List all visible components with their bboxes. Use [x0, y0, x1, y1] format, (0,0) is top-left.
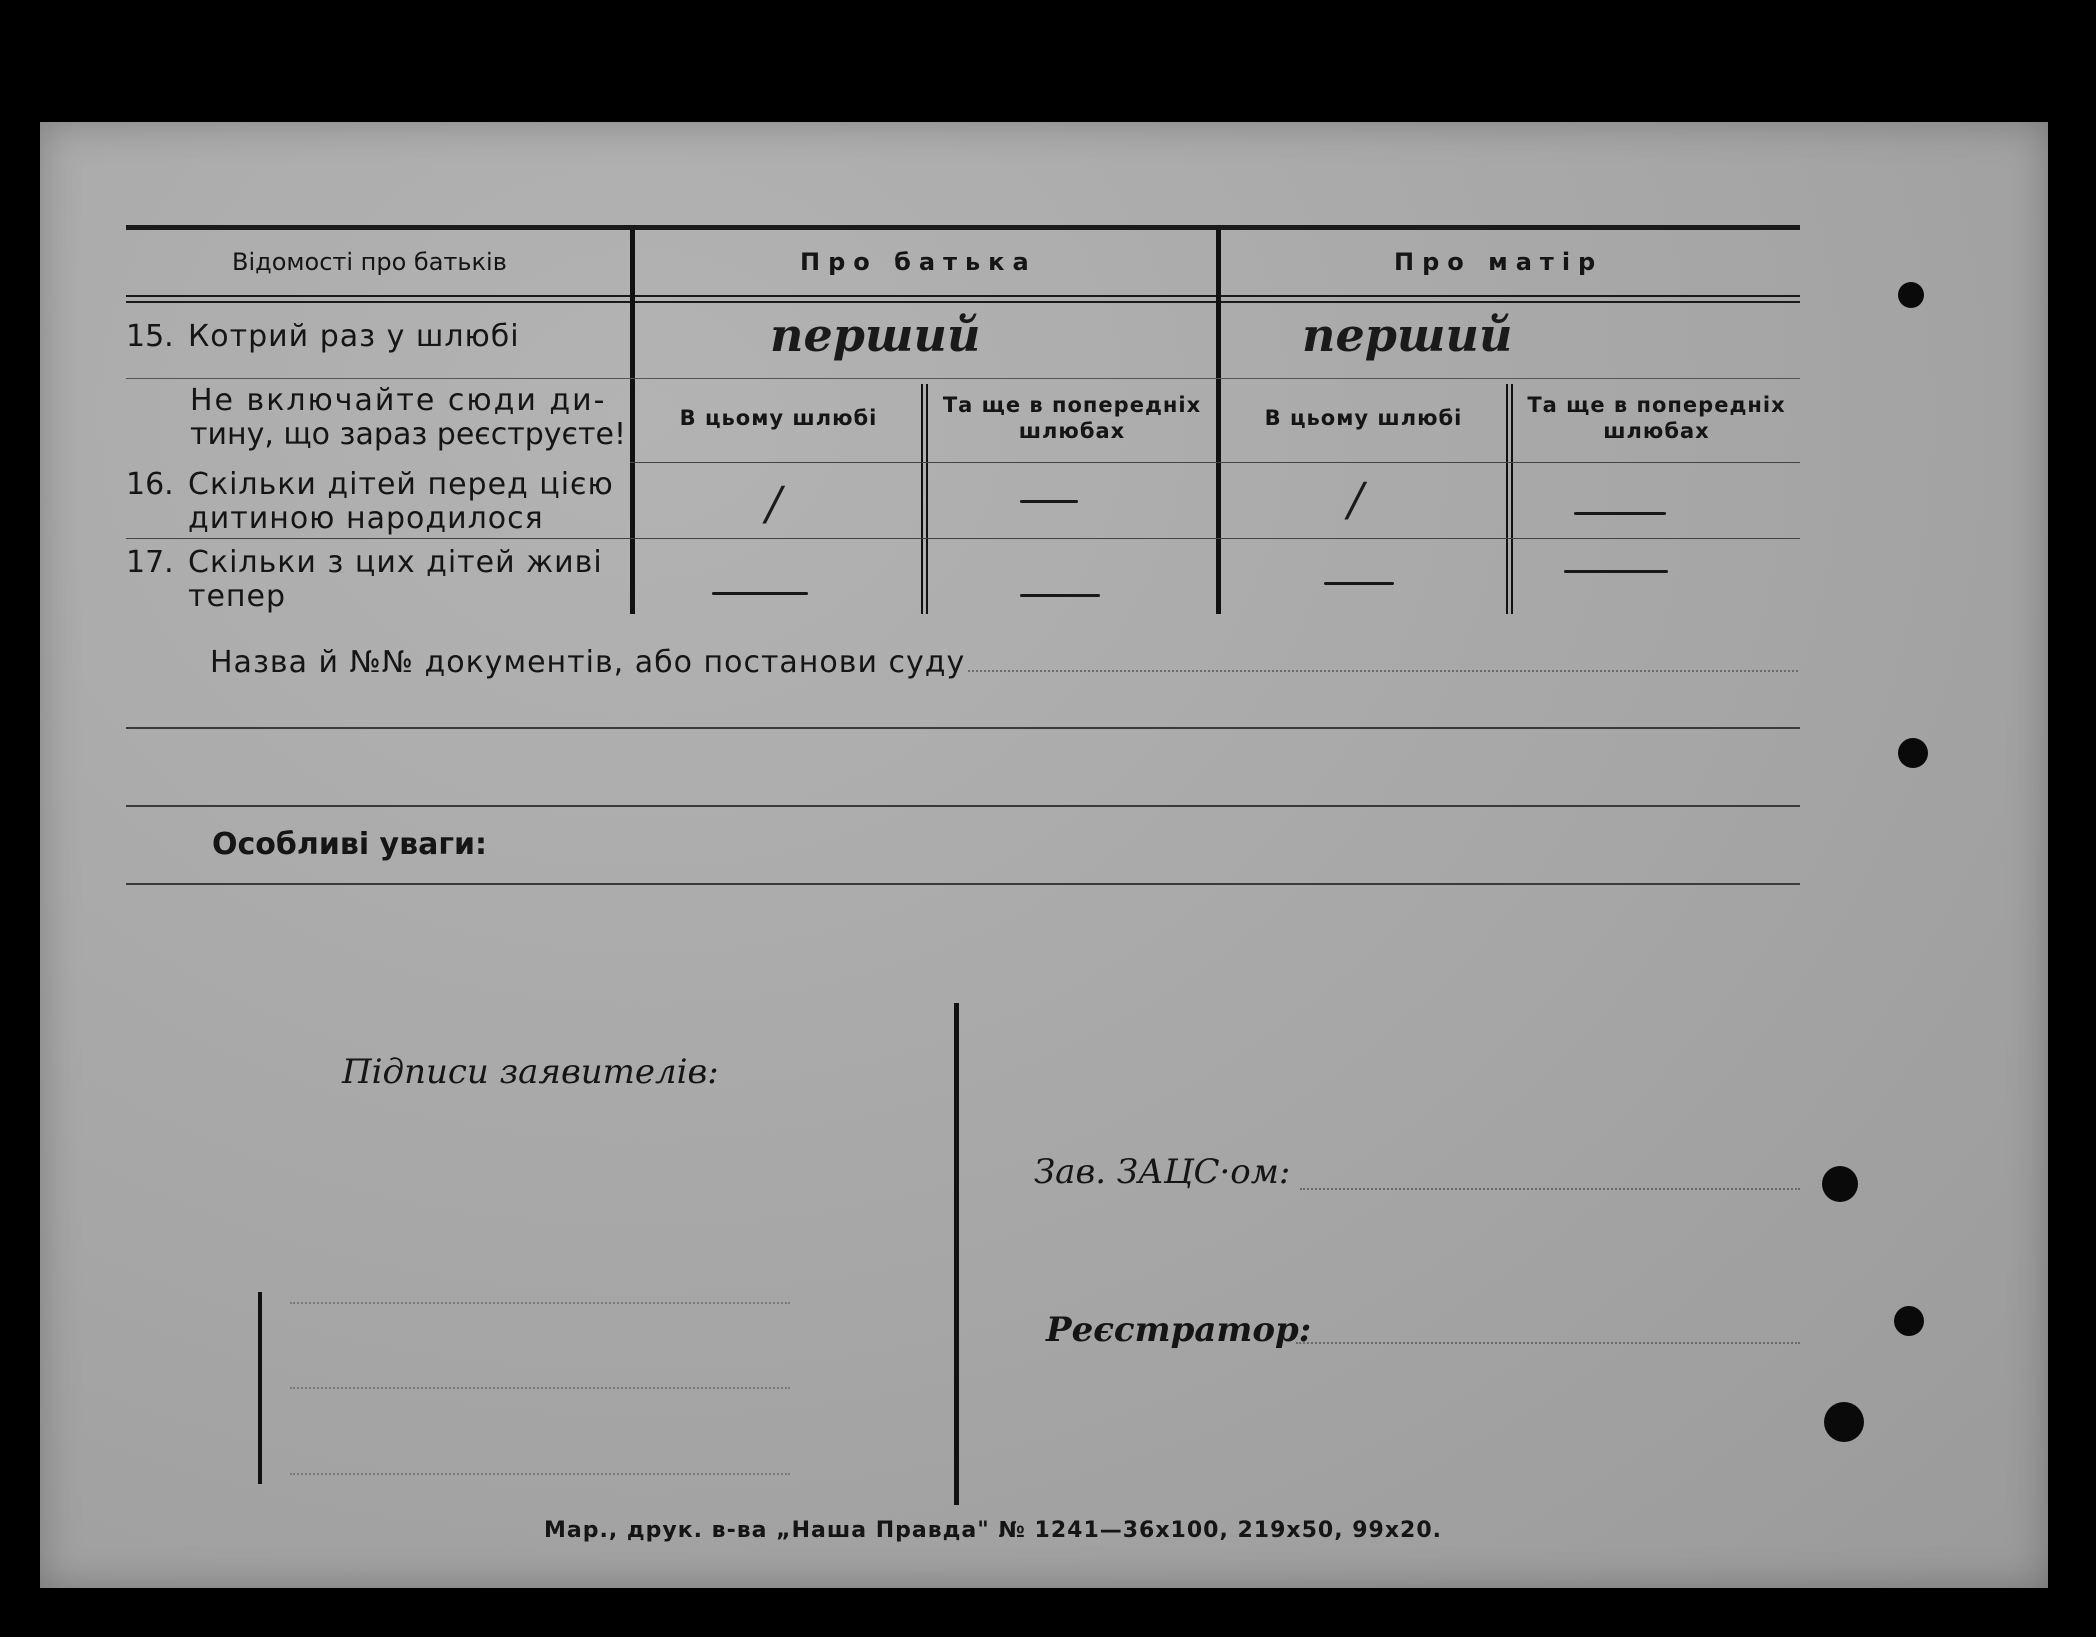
- subheader-mother-this: В цьому шлюбі: [1264, 406, 1463, 430]
- header-about-father: Про батька: [800, 248, 1037, 276]
- documents-fill-line: [968, 670, 1798, 672]
- header-bottom-rule-2: [126, 301, 1800, 303]
- header-parent-info: Відомості про батьків: [232, 248, 507, 276]
- punch-hole-4: [1894, 1306, 1924, 1336]
- subheader-mother-previous-line1: Та ще в попередніх: [1527, 393, 1786, 417]
- subheader-mother-previous: [1513, 392, 1800, 444]
- signatures-label: Підписи заявителів:: [342, 1052, 719, 1092]
- subheader-father-previous-line2: шлюбах: [1018, 419, 1126, 443]
- signature-line-2: [290, 1387, 790, 1389]
- row16-bottom-rule: [126, 538, 1800, 539]
- subheader-bottom-rule: [630, 462, 1800, 463]
- row17-line-1: Скільки з цих дітей живі: [188, 545, 603, 580]
- row15-father-value: перший: [770, 308, 981, 362]
- row16-mother-this-value: /: [1348, 472, 1364, 526]
- documents-rule-2: [126, 805, 1800, 807]
- punch-hole-1: [1898, 282, 1924, 308]
- row15-mother-value: перший: [1302, 308, 1513, 362]
- row16-line-1: Скільки дітей перед цією: [188, 467, 614, 502]
- header-about-mother: Про матір: [1394, 248, 1604, 276]
- punch-hole-2: [1898, 738, 1928, 768]
- header-bottom-rule: [126, 295, 1800, 297]
- punch-hole-3: [1822, 1166, 1858, 1202]
- subcol-divider-father: [921, 384, 923, 614]
- row16-father-previous-dash: [1020, 500, 1078, 503]
- signature-line-1: [290, 1302, 790, 1304]
- subcol-divider-mother: [1506, 384, 1508, 614]
- row17-mother-previous-dash: [1564, 570, 1668, 573]
- note-line-1: Не включайте сюди ди-: [190, 383, 607, 418]
- row17-mother-this-dash: [1324, 582, 1394, 585]
- note-line-2: тину, що зараз реєструєте!: [190, 417, 626, 452]
- special-notes-label: Особливі уваги:: [212, 827, 488, 862]
- signature-line-3: [290, 1473, 790, 1475]
- head-of-registry-label: Зав. ЗАЦС·ом:: [1034, 1152, 1291, 1192]
- subheader-father-this: В цьому шлюбі: [679, 406, 878, 430]
- signature-area-divider: [954, 1003, 959, 1505]
- registrar-line: [1296, 1342, 1800, 1344]
- documents-rule-1: [126, 727, 1800, 729]
- printer-footer: Мар., друк. в-ва „Наша Правда" № 1241—36x100, 219x50, 99x20.: [544, 1518, 1443, 1543]
- row17-line-2: тепер: [188, 579, 287, 614]
- row17-number: 17.: [126, 545, 174, 580]
- row15-number: 15.: [126, 319, 174, 354]
- table-top-rule: [126, 225, 1800, 230]
- row16-line-2: дитиною народилося: [188, 501, 544, 536]
- registrar-label: Реєстратор:: [1046, 1310, 1312, 1350]
- subheader-mother-previous-line2: шлюбах: [1603, 419, 1710, 443]
- signature-bracket: [258, 1292, 262, 1484]
- subheader-father-previous-line1: Та ще в попередніх: [942, 393, 1202, 417]
- documents-label: Назва й №№ документів, або постанови суду: [210, 645, 966, 680]
- punch-hole-5: [1824, 1402, 1864, 1442]
- table-divider-left: [630, 230, 635, 614]
- row15-bottom-rule: [126, 378, 1800, 379]
- row16-father-this-value: /: [766, 476, 782, 530]
- head-of-registry-line: [1300, 1188, 1800, 1190]
- subheader-father-previous: [928, 392, 1216, 444]
- row17-father-previous-dash: [1020, 594, 1100, 597]
- row15-label: Котрий раз у шлюбі: [188, 319, 520, 354]
- special-notes-rule: [126, 883, 1800, 885]
- row16-number: 16.: [126, 467, 174, 502]
- row17-father-this-dash: [712, 592, 808, 595]
- row16-mother-previous-dash: [1574, 512, 1666, 515]
